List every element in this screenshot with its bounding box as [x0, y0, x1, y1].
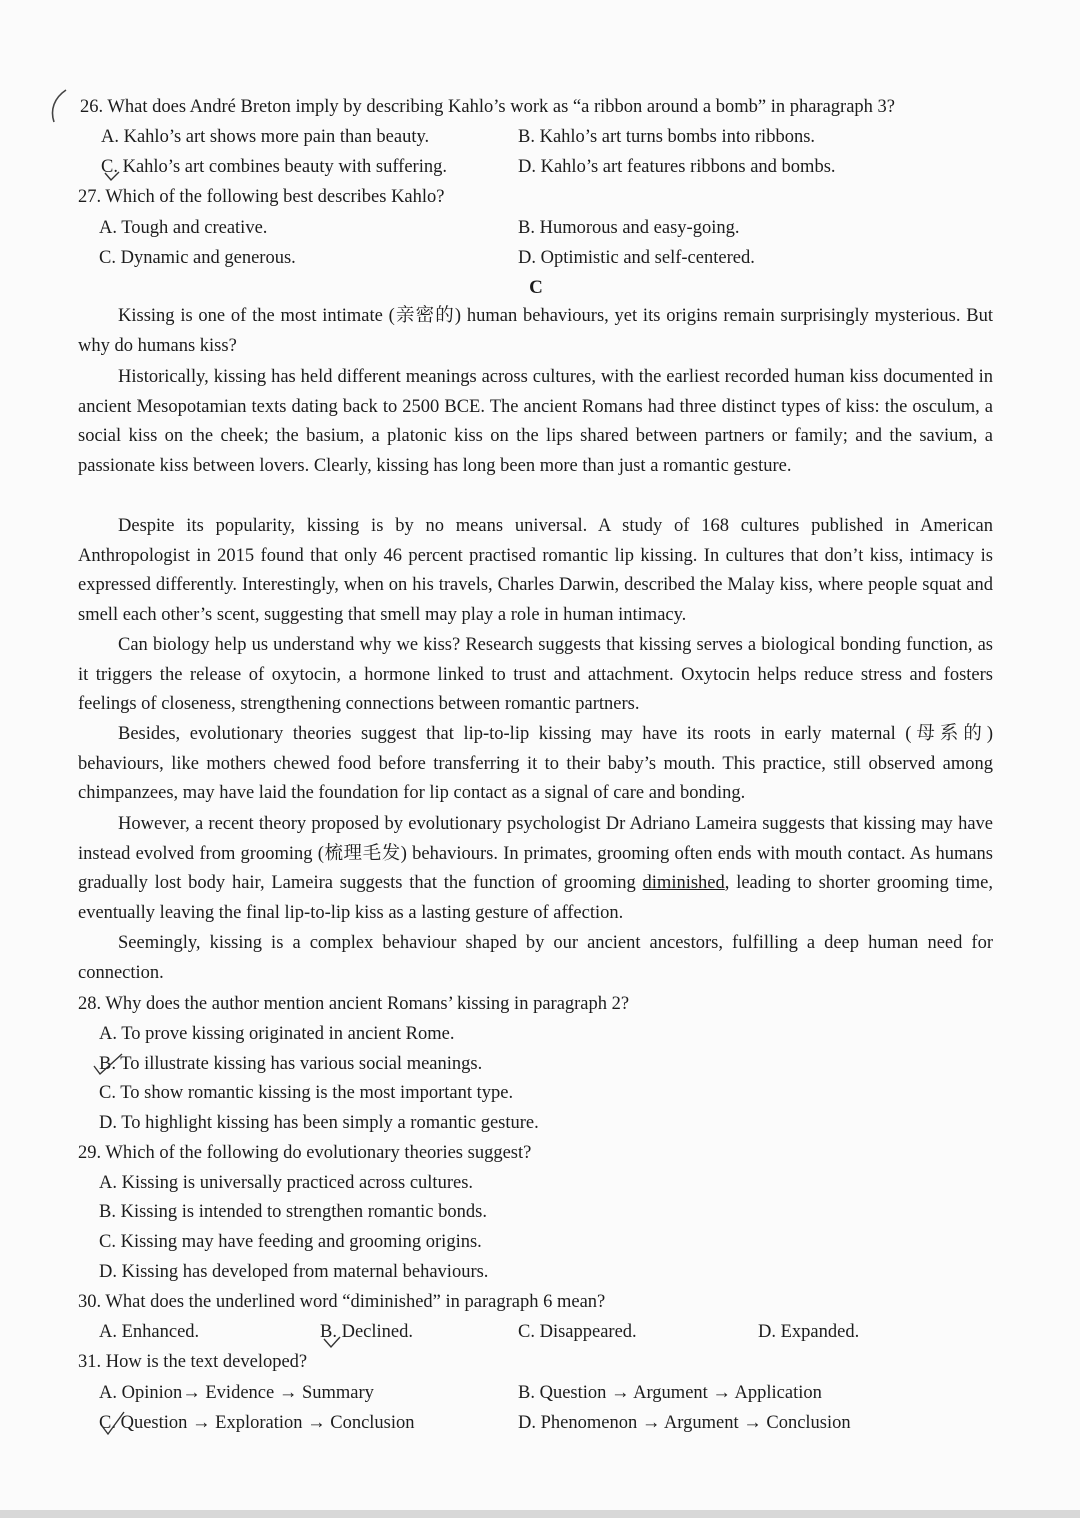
question-28-stem: 28. Why does the author mention ancient Romans’ kissing in paragraph 2?	[78, 994, 630, 1014]
question-26-option-a: A. Kahlo’s art shows more pain than beauty.	[101, 127, 430, 147]
passage-paragraph-2: Historically, kissing has held different meanings across cultures, with the earliest recorded human kiss documented in ancient Mesopotamian texts dating back to 2500 BCE. The ancient Romans had three distinct types of kiss: the osculum, a social kiss on the cheek; the basium, a platonic kiss on the lips shared between partners or family; and the savium, a passionate kiss between lovers. Clearly, kissing has long been more than just a romantic gesture.	[78, 367, 993, 477]
question-28-option-b: B. To illustrate kissing has various social meanings.	[99, 1054, 483, 1074]
scan-bottom-edge	[0, 1510, 1080, 1518]
question-27-option-c: C. Dynamic and generous.	[99, 248, 296, 268]
question-30-option-c: C. Disappeared.	[518, 1322, 637, 1342]
question-26-option-d: D. Kahlo’s art features ribbons and bombs.	[518, 157, 836, 177]
question-26-option-b: B. Kahlo’s art turns bombs into ribbons.	[518, 127, 816, 147]
paragraph-6-text-after: , leading to shorter grooming time, eventually leaving the final lip-to-lip kiss as a lasting gesture of affection.	[78, 873, 993, 924]
question-31-stem: 31. How is the text developed?	[78, 1352, 308, 1372]
underlined-word-diminished: diminished	[642, 873, 725, 894]
passage-paragraph-6	[78, 810, 993, 929]
question-31-option-c: C. Question → Exploration → Conclusion	[99, 1413, 415, 1433]
question-30-stem: 30. What does the underlined word “diminished” in paragraph 6 mean?	[78, 1292, 606, 1312]
question-28-option-a: A. To prove kissing originated in ancient Rome.	[99, 1024, 455, 1044]
question-27-option-b: B. Humorous and easy-going.	[518, 218, 740, 238]
question-31-option-d: D. Phenomenon → Argument → Conclusion	[518, 1413, 851, 1433]
question-30-option-d: D. Expanded.	[758, 1322, 860, 1342]
question-29-stem: 29. Which of the following do evolutionary theories suggest?	[78, 1143, 532, 1163]
passage-paragraph-1: Kissing is one of the most intimate (亲密的) human behaviours, yet its origins remain surprisingly mysterious. But why do humans kiss?	[78, 306, 993, 356]
question-30-option-b: B. Declined.	[320, 1322, 413, 1342]
question-29-option-d: D. Kissing has developed from maternal behaviours.	[99, 1262, 489, 1282]
question-29-option-a: A. Kissing is universally practiced across cultures.	[99, 1173, 474, 1193]
passage-paragraph-3: Despite its popularity, kissing is by no means universal. A study of 168 cultures published in American Anthropologist in 2015 found that only 46 percent practised romantic lip kissing. In cultures that don’t kiss, intimacy is expressed differently. Interestingly, when on his travels, Charles Darwin, described the Malay kiss, where people squat and smell each other’s scent, suggesting that smell may play a role in human intimacy.	[78, 516, 993, 626]
section-label: C	[529, 277, 543, 298]
question-26-stem: 26. What does André Breton imply by describing Kahlo’s work as “a ribbon around a bomb” in pharagraph 3?	[80, 97, 896, 117]
slash-mark-icon	[92, 1052, 126, 1078]
slash-mark-icon	[98, 1408, 128, 1438]
check-mark-icon	[103, 170, 121, 182]
question-31-option-a: A. Opinion→ Evidence → Summary	[99, 1383, 374, 1403]
passage-paragraph-4: Can biology help us understand why we kiss? Research suggests that kissing serves a biological bonding function, as it triggers the release of oxytocin, a hormone linked to trust and attachment. Oxytocin helps reduce stress and fosters feelings of closeness, strengthening connections between romantic partners.	[78, 635, 993, 715]
question-29-option-c: C. Kissing may have feeding and grooming origins.	[99, 1232, 482, 1252]
question-27-option-d: D. Optimistic and self-centered.	[518, 248, 755, 268]
question-28-option-d: D. To highlight kissing has been simply a romantic gesture.	[99, 1113, 539, 1133]
question-31-option-b: B. Question → Argument → Application	[518, 1383, 822, 1403]
question-30-option-a: A. Enhanced.	[99, 1322, 200, 1342]
question-26-option-c: C. Kahlo’s art combines beauty with suffering.	[101, 157, 447, 177]
passage-paragraph-7: Seemingly, kissing is a complex behaviour shaped by our ancient ancestors, fulfilling a deep human need for connection.	[78, 933, 993, 983]
passage-paragraph-5: Besides, evolutionary theories suggest that lip-to-lip kissing may have its roots in early maternal (母系的) behaviours, like mothers chewed food before transferring it to their baby’s mouth. This practice, still observed among chimpanzees, may have laid the foundation for lip contact as a signal of care and bonding.	[78, 724, 993, 804]
question-27-option-a: A. Tough and creative.	[99, 218, 268, 238]
handwritten-bracket-mark	[44, 88, 72, 124]
question-27-stem: 27. Which of the following best describes Kahlo?	[78, 187, 445, 207]
question-28-option-c: C. To show romantic kissing is the most important type.	[99, 1083, 514, 1103]
paragraph-6-text-before: However, a recent theory proposed by evolutionary psychologist Dr Adriano Lameira suggests that kissing may have instead evolved from grooming (梳理毛发) behaviours. In primates, grooming often ends with mouth contact. As humans gradually lost body hair, Lameira suggests that the function of grooming	[78, 814, 993, 894]
question-29-option-b: B. Kissing is intended to strengthen romantic bonds.	[99, 1202, 487, 1222]
